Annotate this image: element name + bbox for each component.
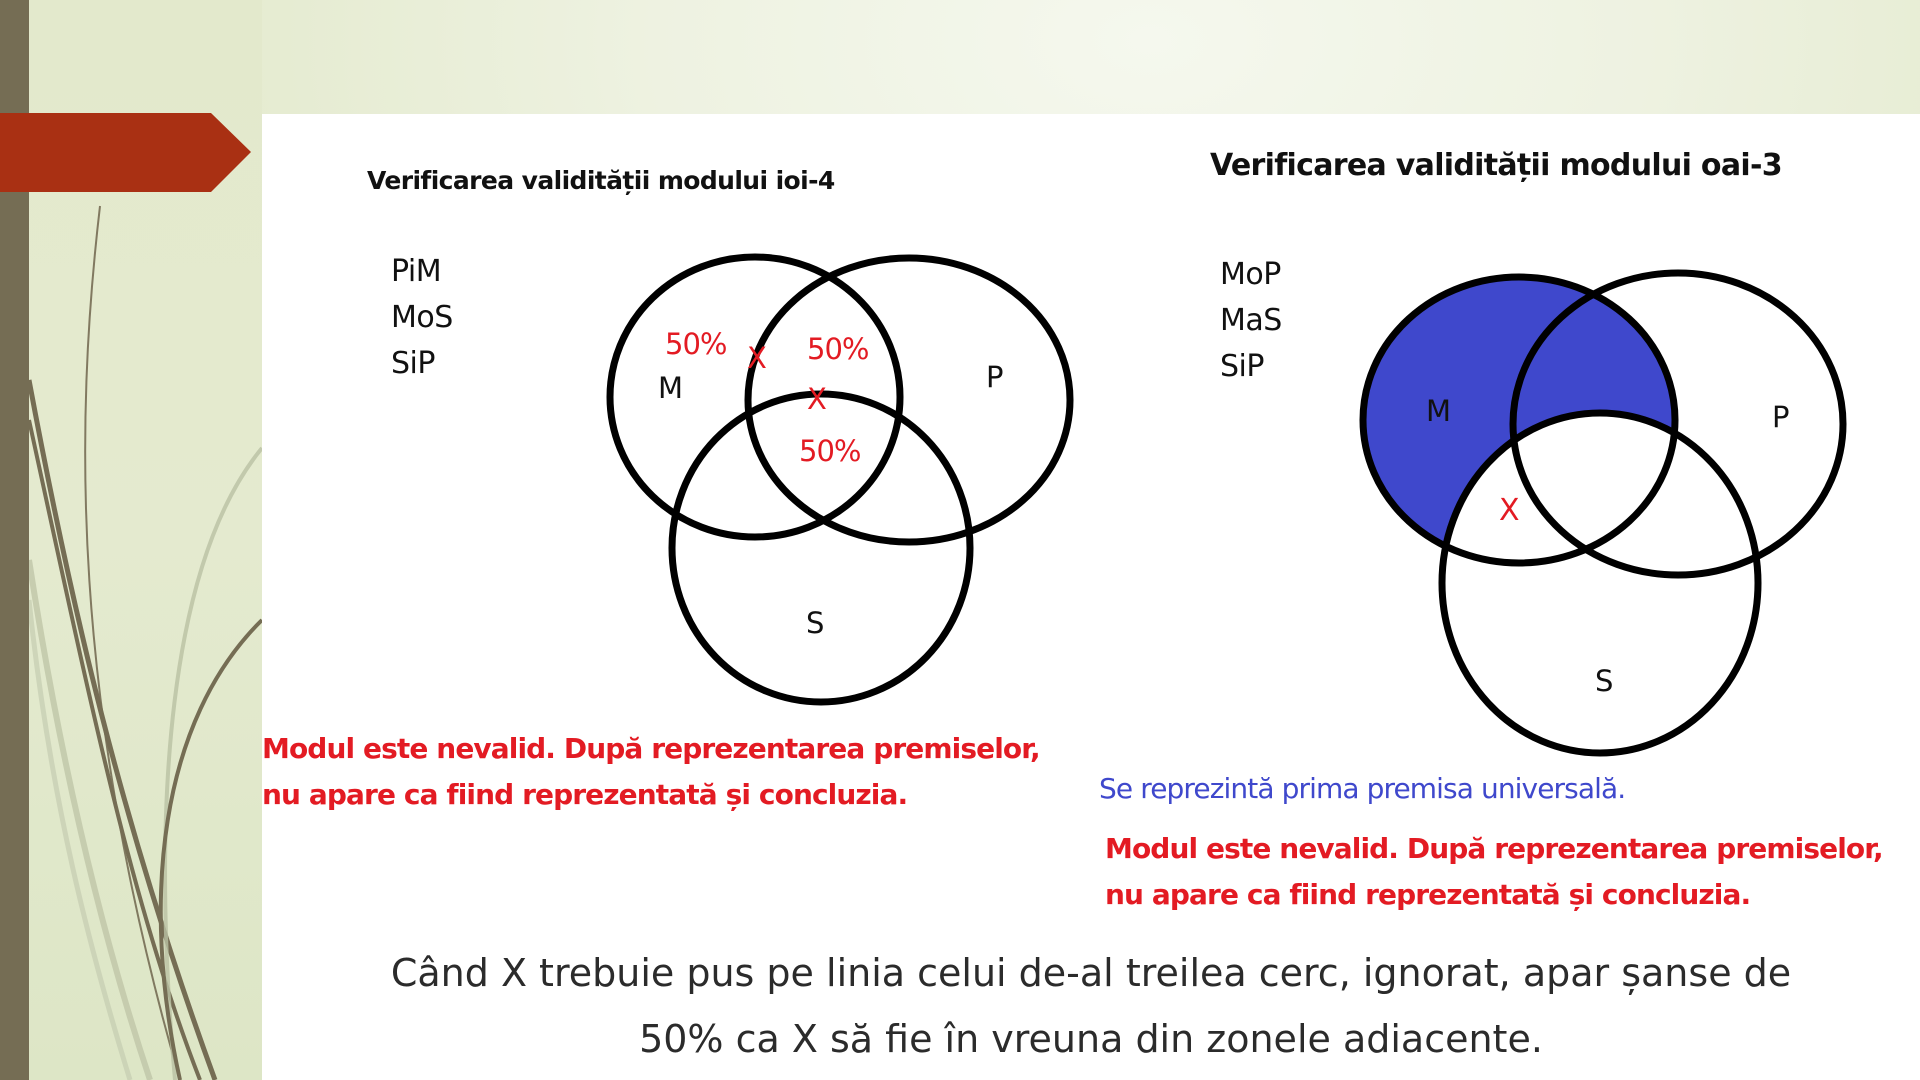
verdict-right [1105, 826, 1883, 918]
label-p-right: P [1772, 400, 1790, 434]
x-mark: X [1499, 493, 1520, 528]
label-p-left: P [986, 360, 1004, 394]
venn-left [610, 257, 1070, 702]
label-m-left: M [658, 371, 684, 405]
premise-minor: MaS [1220, 303, 1282, 338]
verdict-left [262, 726, 1040, 818]
percent-annotation: 50% [799, 434, 861, 468]
percent-annotation: 50% [665, 327, 727, 361]
premises-right [1220, 252, 1282, 390]
title-ioi-4: Verificarea validității modului ioi-4 [367, 166, 835, 195]
title-oai-3: Verificarea validității modului oai-3 [1210, 148, 1782, 183]
verdict-line: nu apare ca fiind reprezentată și concluzia. [262, 778, 908, 811]
step-note: Se reprezintă prima premisa universală. [1099, 772, 1626, 805]
label-s-left: S [806, 606, 825, 640]
premise-minor: MoS [391, 300, 453, 335]
x-mark: X [747, 341, 767, 375]
venn-right [1300, 250, 1843, 753]
premise-major: PiM [391, 254, 442, 289]
label-m-right: M [1426, 394, 1452, 428]
premise-conclusion: SiP [391, 346, 435, 381]
verdict-line: nu apare ca fiind reprezentată și concluzia. [1105, 878, 1751, 911]
caption-line: Când X trebuie pus pe linia celui de-al treilea cerc, ignorat, apar șanse de [390, 951, 1792, 995]
premise-conclusion: SiP [1220, 349, 1264, 384]
verdict-line: Modul este nevalid. După reprezentarea premiselor, [262, 732, 1040, 765]
explanation-caption [262, 940, 1920, 1072]
premise-major: MoP [1220, 257, 1281, 292]
verdict-line: Modul este nevalid. După reprezentarea premiselor, [1105, 832, 1883, 865]
label-s-right: S [1595, 664, 1614, 698]
percent-annotation: 50% [807, 332, 869, 366]
circle-p-left [748, 258, 1070, 542]
x-mark: X [807, 382, 827, 416]
caption-line: 50% ca X să fie în vreuna din zonele adiacente. [639, 1017, 1543, 1061]
premises-left [391, 249, 453, 387]
